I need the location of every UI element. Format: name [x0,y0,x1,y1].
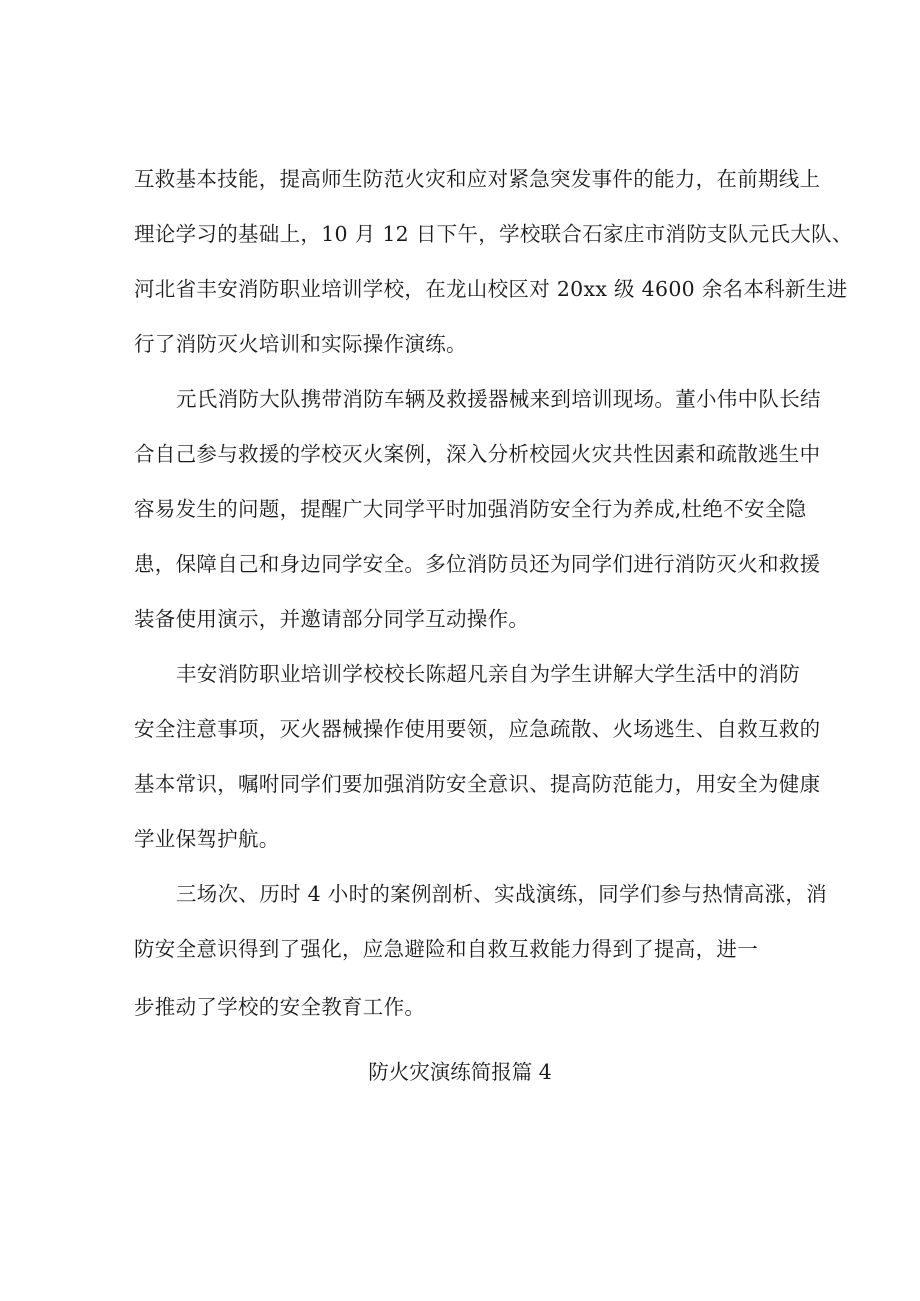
text-line: 丰安消防职业培训学校校长陈超凡亲自为学生讲解大学生活中的消防 [176,662,800,686]
text-line: 理论学习的基础上，10 月 12 日下午，学校联合石家庄市消防支队元氏大队、 [134,222,853,246]
text-line: 互救基本技能，提高师生防范火灾和应对紧急突发事件的能力，在前期线上 [134,167,821,191]
text-line: 患，保障自己和身边同学安全。多位消防员还为同学们进行消防灭火和救援 [134,552,821,576]
text-line: 合自己参与救援的学校灭火案例，深入分析校园火灾共性因素和疏散逃生中 [134,442,821,466]
text-line: 河北省丰安消防职业培训学校，在龙山校区对 20xx 级 4600 余名本科新生进 [134,277,848,301]
text-line: 防安全意识得到了强化，应急避险和自救互救能力得到了提高，进一 [134,937,758,961]
text-line: 三场次、历时 4 小时的案例剖析、实战演练，同学们参与热情高涨，消 [176,882,827,906]
text-line: 容易发生的问题，提醒广大同学平时加强消防安全行为养成,杜绝不安全隐 [134,497,807,521]
text-line: 基本常识，嘱咐同学们要加强消防安全意识、提高防范能力，用安全为健康 [134,772,821,796]
text-line: 行了消防灭火培训和实际操作演练。 [134,332,467,356]
text-line: 步推动了学校的安全教育工作。 [134,995,426,1019]
text-line: 装备使用演示，并邀请部分同学互动操作。 [134,607,530,631]
text-line: 学业保驾护航。 [134,827,280,851]
text-line: 元氏消防大队携带消防车辆及救援器械来到培训现场。董小伟中队长结 [176,387,821,411]
section-title: 防火灾演练简报篇 4 [368,1060,552,1084]
text-line: 安全注意事项，灭火器械操作使用要领，应急疏散、火场逃生、自救互救的 [134,717,821,741]
